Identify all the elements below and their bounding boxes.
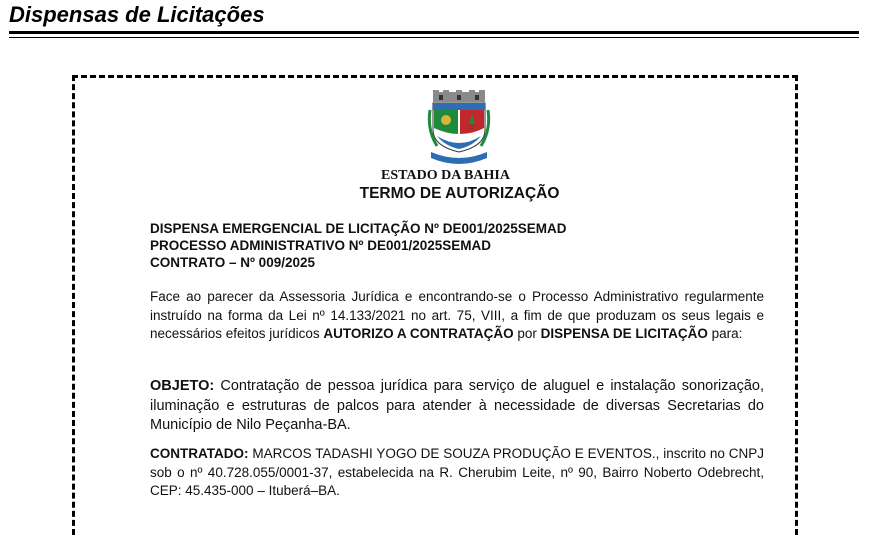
contratado-text: MARCOS TADASHI YOGO DE SOUZA PRODUÇÃO E EVENTOS., inscrito no CNPJ sob o nº 40.728.055/0001-37, estabelecida na R. Cherubim Leite, nº 90, Bairro Noberto Odebrecht, CEP: 45.435-000 – Ituberá–BA. (150, 446, 764, 498)
header-rule-thick (9, 31, 859, 34)
contratado-label: CONTRATADO: (150, 446, 249, 461)
coat-of-arms-icon (427, 90, 491, 166)
document-title: TERMO DE AUTORIZAÇÃO (359, 185, 560, 202)
contrato-number: CONTRATO – Nº 009/2025 (150, 255, 315, 270)
objeto-paragraph (150, 377, 764, 436)
header-rule-thin (9, 37, 859, 38)
intro-bold-1: AUTORIZO A CONTRATAÇÃO (323, 326, 514, 341)
state-name: ESTADO DA BAHIA (381, 168, 510, 183)
intro-text-3: para: (707, 326, 743, 341)
section-title: Dispensas de Licitações (9, 2, 265, 27)
authorization-paragraph (150, 288, 764, 344)
intro-text-2: por (513, 326, 541, 341)
intro-bold-2: DISPENSA DE LICITAÇÃO (540, 326, 708, 341)
contratado-paragraph (150, 445, 764, 501)
objeto-label: OBJETO: (150, 378, 215, 394)
intro-text-1: Face ao parecer da Assessoria Jurídica e encontrando-se o Processo Administrativo regularmente instruído na forma da Lei nº 14.133/2021 no art. 75, VIII, a fim de que produzam os seus legais e necessários efeitos jurídicos (150, 289, 764, 341)
processo-number: PROCESSO ADMINISTRATIVO Nº DE001/2025SEMAD (150, 238, 492, 253)
objeto-text: Contratação de pessoa jurídica para serviço de aluguel e instalação sonorização, iluminação e estruturas de palcos para atender à necessidade de diversas Secretarias do Município de Nilo Peçanha-BA. (150, 378, 764, 433)
dispensa-number: DISPENSA EMERGENCIAL DE LICITAÇÃO Nº DE001/2025SEMAD (150, 221, 567, 236)
